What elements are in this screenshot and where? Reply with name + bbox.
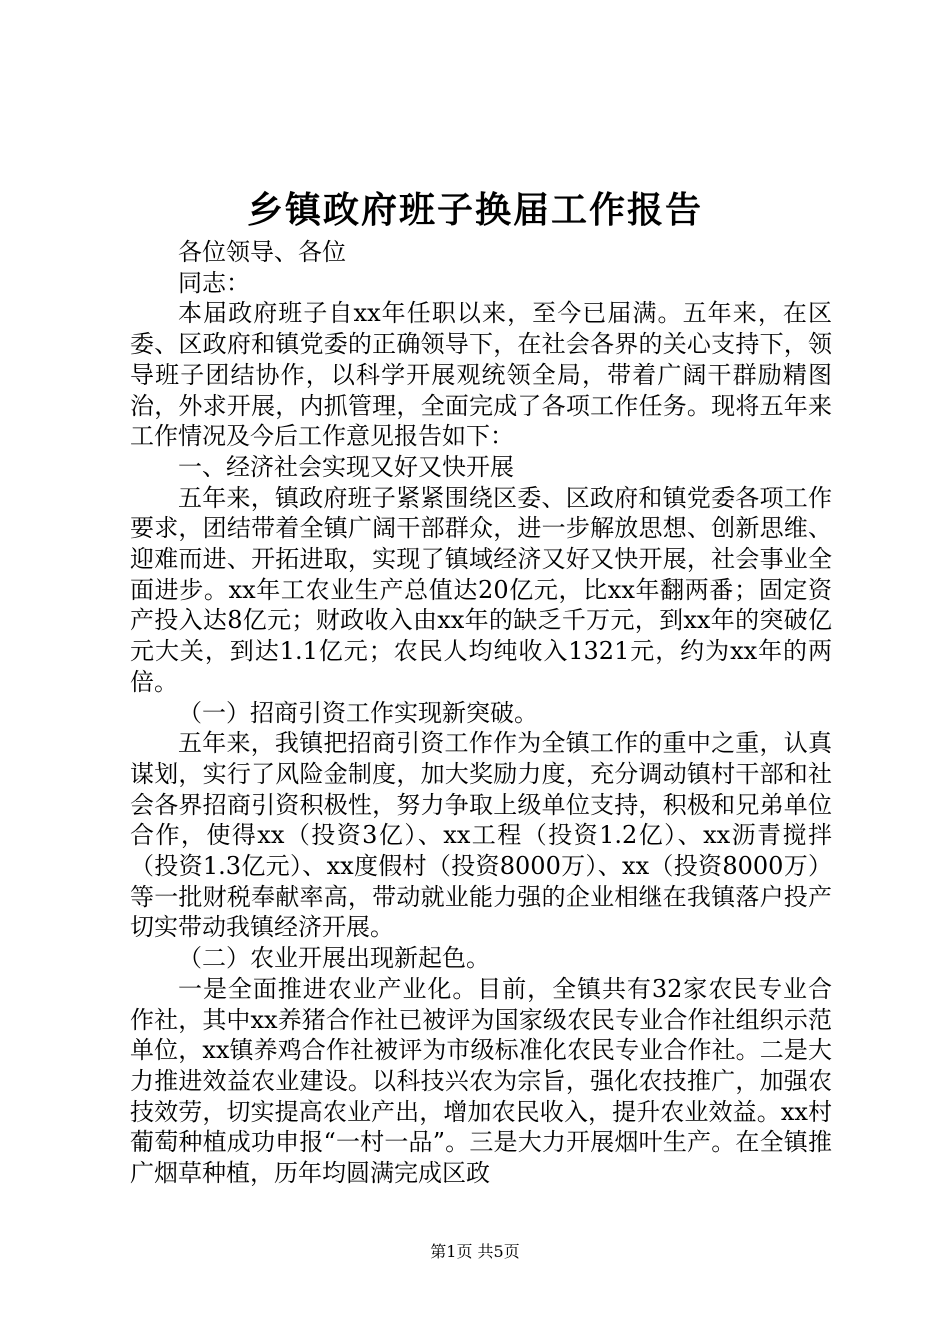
section-heading-1: 一、经济社会实现又好又快开展 <box>178 452 514 481</box>
subsection-heading-2: （二）农业开展出现新起色。 <box>178 944 490 973</box>
salutation-line-1: 各位领导、各位 <box>178 238 346 266</box>
intro-paragraph: 本届政府班子自xx年任职以来，至今已届满。五年来，在区委、区政府和镇党委的正确领导下，在社会各界的关心支持下，领导班子团结协作，以科学开展观统领全局，带着广阔干群励精图治，外求开展，内抓管理，全面完成了各项工作任务。现将五年来工作情况及今后工作意见报告如下： <box>130 299 832 451</box>
subsection-paragraph-1: 五年来，我镇把招商引资工作作为全镇工作的重中之重，认真谋划，实行了风险金制度，加大奖励力度，充分调动镇村干部和社会各界招商引资积极性，努力争取上级单位支持，积极和兄弟单位合作，使得xx（投资3亿）、xx工程（投资1.2亿）、xx沥青搅拌（投资1.3亿元）、xx度假村（投资8000万）、xx（投资8000万）等一批财税奉献率高，带动就业能力强的企业相继在我镇落户投产切实带动我镇经济开展。 <box>130 729 832 942</box>
salutation-line-2: 同志： <box>178 268 250 297</box>
subsection-paragraph-2: 一是全面推进农业产业化。目前，全镇共有32家农民专业合作社，其中xx养猪合作社已被评为国家级农民专业合作社组织示范单位，xx镇养鸡合作社被评为市级标准化农民专业合作社。二是大力推进效益农业建设。以科技兴农为宗旨，强化农技推广，加强农技效劳，切实提高农业产出，增加农民收入，提升农业效益。xx村葡萄种植成功申报“一村一品”。三是大力开展烟叶生产。在全镇推广烟草种植，历年均圆满完成区政 <box>130 974 832 1188</box>
subsection-heading-1: （一）招商引资工作实现新突破。 <box>178 698 538 727</box>
section-paragraph-1: 五年来，镇政府班子紧紧围绕区委、区政府和镇党委各项工作要求，团结带着全镇广阔干部群众，进一步解放思想、创新思维、迎难而进、开拓进取，实现了镇域经济又好又快开展，社会事业全面进步。xx年工农业生产总值达20亿元，比xx年翻两番；固定资产投入达8亿元；财政收入由xx年的缺乏千万元，到xx年的突破亿元大关，到达1.1亿元；农民人均纯收入1321元，约为xx年的两倍。 <box>130 483 832 696</box>
document-body <box>130 237 832 1189</box>
page-footer: 第1页 共5页 <box>430 1242 520 1261</box>
document-title: 乡镇政府班子换届工作报告 <box>246 189 703 231</box>
